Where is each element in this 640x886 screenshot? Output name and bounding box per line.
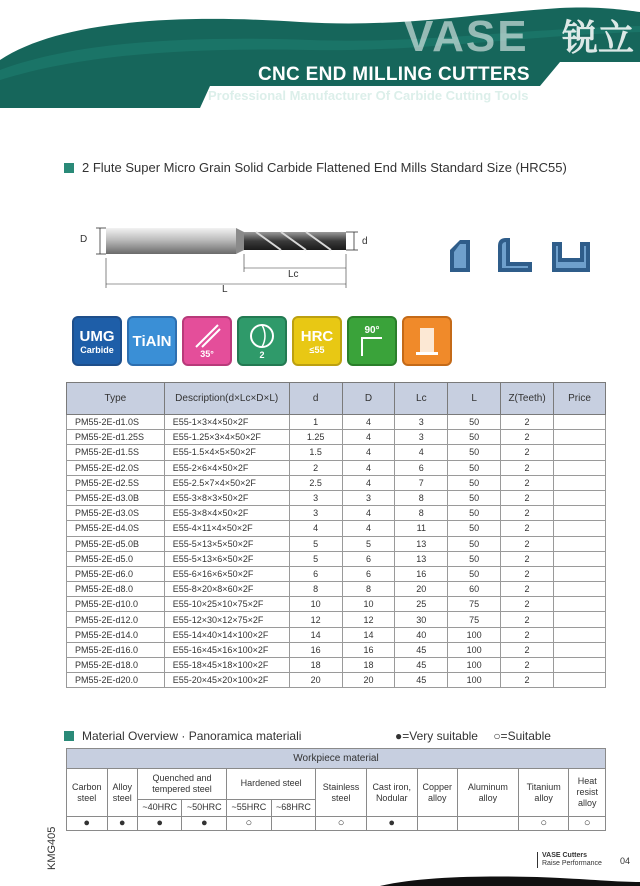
table-cell: 2 bbox=[501, 612, 554, 627]
table-row bbox=[67, 597, 606, 612]
table-cell: 1.25 bbox=[289, 430, 342, 445]
table-cell: PM55-2E-d8.0 bbox=[67, 582, 165, 597]
mat-q-50hrc: ~50HRC bbox=[182, 799, 227, 816]
table-cell: 3 bbox=[342, 490, 395, 505]
table-cell: E55-18×45×18×100×2F bbox=[164, 658, 289, 673]
table-row bbox=[67, 415, 606, 430]
footer-wave bbox=[0, 862, 640, 886]
table-cell: 2 bbox=[501, 536, 554, 551]
material-title bbox=[64, 729, 301, 743]
table-cell: PM55-2E-d18.0 bbox=[67, 658, 165, 673]
table-row bbox=[67, 445, 606, 460]
table-cell: PM55-2E-d12.0 bbox=[67, 612, 165, 627]
hrc-label: HRC bbox=[300, 327, 334, 345]
legend-suitable: ○=Suitable bbox=[493, 729, 551, 743]
table-cell: 2 bbox=[501, 430, 554, 445]
table-cell: 11 bbox=[395, 521, 448, 536]
table-cell: 5 bbox=[289, 551, 342, 566]
col-type: Type bbox=[67, 383, 165, 415]
table-cell: PM55-2E-d14.0 bbox=[67, 627, 165, 642]
table-cell: PM55-2E-d2.5S bbox=[67, 475, 165, 490]
mat-h-68hrc: ~68HRC bbox=[271, 799, 316, 816]
dim-label-Lc: Lc bbox=[288, 269, 299, 280]
table-row bbox=[67, 627, 606, 642]
table-cell: 6 bbox=[342, 551, 395, 566]
table-cell: PM55-2E-d6.0 bbox=[67, 566, 165, 581]
table-cell: 10 bbox=[289, 597, 342, 612]
table-cell: 2.5 bbox=[289, 475, 342, 490]
table-cell: E55-2.5×7×4×50×2F bbox=[164, 475, 289, 490]
table-cell: 16 bbox=[289, 642, 342, 657]
col-d-small: d bbox=[289, 383, 342, 415]
table-cell: 10 bbox=[342, 597, 395, 612]
helix-angle-label: 35° bbox=[200, 349, 214, 359]
table-cell bbox=[554, 430, 606, 445]
footer-line2: Raise Performance bbox=[542, 860, 602, 867]
table-cell: 8 bbox=[395, 490, 448, 505]
table-cell: 2 bbox=[501, 475, 554, 490]
table-cell: 50 bbox=[448, 536, 501, 551]
flat-end-icon bbox=[402, 316, 452, 366]
table-cell: 3 bbox=[395, 415, 448, 430]
table-cell: 100 bbox=[448, 673, 501, 688]
table-cell: 8 bbox=[342, 582, 395, 597]
table-row bbox=[67, 673, 606, 688]
col-L: L bbox=[448, 383, 501, 415]
table-cell: 75 bbox=[448, 597, 501, 612]
table-cell: PM55-2E-d2.0S bbox=[67, 460, 165, 475]
table-cell: E55-1.5×4×5×50×2F bbox=[164, 445, 289, 460]
section-title bbox=[64, 160, 567, 175]
material-table bbox=[66, 748, 606, 831]
table-cell: 4 bbox=[395, 445, 448, 460]
hrc-value: ≤55 bbox=[309, 344, 325, 355]
table-cell: 1.5 bbox=[289, 445, 342, 460]
table-row bbox=[67, 460, 606, 475]
table-cell: 20 bbox=[342, 673, 395, 688]
table-cell: PM55-2E-d20.0 bbox=[67, 673, 165, 688]
table-cell: E55-6×16×6×50×2F bbox=[164, 566, 289, 581]
table-cell: 50 bbox=[448, 566, 501, 581]
mat-h-55hrc: ~55HRC bbox=[227, 799, 272, 816]
umg-label: UMG bbox=[79, 327, 115, 345]
suitability-symbol: ○ bbox=[227, 817, 272, 831]
table-cell: 20 bbox=[395, 582, 448, 597]
table-cell: PM55-2E-d3.0S bbox=[67, 506, 165, 521]
mat-copper-alloy: Copper alloy bbox=[417, 769, 458, 817]
table-cell: 12 bbox=[289, 612, 342, 627]
col-description: Description(d×Lc×D×L) bbox=[164, 383, 289, 415]
spec-table-body bbox=[67, 415, 606, 688]
table-cell bbox=[554, 490, 606, 505]
table-cell: 18 bbox=[289, 658, 342, 673]
table-cell: E55-5×13×6×50×2F bbox=[164, 551, 289, 566]
table-cell: 2 bbox=[501, 627, 554, 642]
table-cell: 2 bbox=[501, 673, 554, 688]
table-cell bbox=[554, 642, 606, 657]
spec-table-header bbox=[67, 383, 606, 415]
table-cell bbox=[554, 673, 606, 688]
table-cell: E55-20×45×20×100×2F bbox=[164, 673, 289, 688]
table-cell: 14 bbox=[289, 627, 342, 642]
table-cell bbox=[554, 658, 606, 673]
table-cell: 6 bbox=[289, 566, 342, 581]
mat-alloy-steel: Alloy steel bbox=[107, 769, 137, 817]
suitability-symbol: ● bbox=[67, 817, 108, 831]
suitability-symbol: ● bbox=[182, 817, 227, 831]
table-cell: 2 bbox=[501, 415, 554, 430]
tialn-coating-icon bbox=[127, 316, 177, 366]
col-price: Price bbox=[554, 383, 606, 415]
material-title-text: Material Overview · Panoramica materiali bbox=[82, 729, 302, 743]
table-cell: PM55-2E-d5.0B bbox=[67, 536, 165, 551]
table-cell: 3 bbox=[395, 430, 448, 445]
table-cell bbox=[554, 582, 606, 597]
table-cell: E55-12×30×12×75×2F bbox=[164, 612, 289, 627]
table-cell: E55-10×25×10×75×2F bbox=[164, 597, 289, 612]
table-row bbox=[67, 566, 606, 581]
page-header bbox=[0, 0, 640, 112]
helix-angle-icon bbox=[182, 316, 232, 366]
table-row bbox=[67, 430, 606, 445]
table-row bbox=[67, 551, 606, 566]
table-cell: 18 bbox=[342, 658, 395, 673]
table-cell bbox=[554, 536, 606, 551]
table-cell bbox=[554, 475, 606, 490]
table-row bbox=[67, 642, 606, 657]
suitability-symbol bbox=[271, 817, 316, 831]
table-row bbox=[67, 536, 606, 551]
angle-90-icon bbox=[347, 316, 397, 366]
table-cell: 2 bbox=[501, 445, 554, 460]
table-cell: E55-1.25×3×4×50×2F bbox=[164, 430, 289, 445]
mat-cast-iron: Cast iron, Nodular bbox=[366, 769, 417, 817]
table-cell: 8 bbox=[395, 506, 448, 521]
section-title-text: 2 Flute Super Micro Grain Solid Carbide Flattened End Mills Standard Size (HRC55) bbox=[82, 160, 567, 175]
table-cell: 3 bbox=[289, 490, 342, 505]
table-cell: 16 bbox=[395, 566, 448, 581]
table-row bbox=[67, 490, 606, 505]
kmg-code: KMG405 bbox=[46, 826, 58, 870]
suitability-symbol bbox=[458, 817, 519, 831]
table-cell: 13 bbox=[395, 536, 448, 551]
table-cell: PM55-2E-d1.25S bbox=[67, 430, 165, 445]
table-cell: PM55-2E-d1.0S bbox=[67, 415, 165, 430]
brand-logo-cn: 锐立 bbox=[562, 18, 635, 59]
table-cell: 50 bbox=[448, 551, 501, 566]
table-cell: 50 bbox=[448, 445, 501, 460]
table-cell: 13 bbox=[395, 551, 448, 566]
table-cell bbox=[554, 597, 606, 612]
table-row bbox=[67, 521, 606, 536]
material-legend bbox=[395, 729, 551, 743]
header-title: CNC END MILLING CUTTERS bbox=[258, 64, 530, 85]
table-cell: 40 bbox=[395, 627, 448, 642]
table-cell: E55-16×45×16×100×2F bbox=[164, 642, 289, 657]
mat-aluminum-alloy: Aluminum alloy bbox=[458, 769, 519, 817]
page-number: 04 bbox=[620, 856, 631, 866]
table-row bbox=[67, 612, 606, 627]
table-cell: E55-3×8×3×50×2F bbox=[164, 490, 289, 505]
suitability-symbol bbox=[417, 817, 458, 831]
table-cell: 4 bbox=[342, 521, 395, 536]
table-cell: 2 bbox=[501, 642, 554, 657]
table-cell bbox=[554, 521, 606, 536]
suitability-symbol: ● bbox=[137, 817, 182, 831]
table-cell: 14 bbox=[342, 627, 395, 642]
table-cell: 45 bbox=[395, 642, 448, 657]
section-marker-icon bbox=[64, 163, 74, 173]
table-row bbox=[67, 506, 606, 521]
table-cell: 50 bbox=[448, 415, 501, 430]
table-cell: 50 bbox=[448, 430, 501, 445]
table-cell: 4 bbox=[342, 415, 395, 430]
table-cell: 2 bbox=[501, 551, 554, 566]
material-suitability-row bbox=[67, 817, 606, 831]
table-cell: 50 bbox=[448, 475, 501, 490]
table-cell: 2 bbox=[501, 597, 554, 612]
col-teeth: Z(Teeth) bbox=[501, 383, 554, 415]
footer-line1: VASE Cutters bbox=[542, 852, 587, 859]
dim-label-L: L bbox=[222, 284, 228, 295]
flute-profile-shapes bbox=[446, 232, 606, 280]
material-marker-icon bbox=[64, 731, 74, 741]
suitability-symbol: ○ bbox=[518, 817, 569, 831]
table-cell: 100 bbox=[448, 642, 501, 657]
table-row bbox=[67, 582, 606, 597]
table-cell: 1 bbox=[289, 415, 342, 430]
table-cell: 16 bbox=[342, 642, 395, 657]
table-cell: 2 bbox=[501, 490, 554, 505]
table-cell: 4 bbox=[342, 430, 395, 445]
table-cell: E55-14×40×14×100×2F bbox=[164, 627, 289, 642]
table-cell: 4 bbox=[289, 521, 342, 536]
mat-stainless-steel: Stainless steel bbox=[316, 769, 367, 817]
table-cell: 2 bbox=[501, 582, 554, 597]
table-cell bbox=[554, 460, 606, 475]
table-cell: 45 bbox=[395, 658, 448, 673]
dim-label-d: d bbox=[362, 236, 368, 247]
mat-hardened-steel: Hardened steel bbox=[227, 769, 316, 800]
dim-label-D: D bbox=[80, 234, 88, 245]
table-cell: 3 bbox=[289, 506, 342, 521]
col-Lc: Lc bbox=[395, 383, 448, 415]
suitability-symbol: ● bbox=[107, 817, 137, 831]
table-cell: 2 bbox=[289, 460, 342, 475]
table-cell: 4 bbox=[342, 506, 395, 521]
table-cell: 4 bbox=[342, 475, 395, 490]
legend-very-suitable: ●=Very suitable bbox=[395, 729, 478, 743]
table-cell: 6 bbox=[395, 460, 448, 475]
table-cell: E55-3×8×4×50×2F bbox=[164, 506, 289, 521]
table-cell bbox=[554, 627, 606, 642]
table-cell: 2 bbox=[501, 521, 554, 536]
table-row bbox=[67, 475, 606, 490]
table-cell: 50 bbox=[448, 460, 501, 475]
spec-table bbox=[66, 382, 606, 688]
hrc-icon bbox=[292, 316, 342, 366]
angle-90-label: 90° bbox=[364, 324, 380, 336]
suitability-symbol: ○ bbox=[569, 817, 606, 831]
table-cell bbox=[554, 415, 606, 430]
table-cell: PM55-2E-d1.5S bbox=[67, 445, 165, 460]
table-cell: 45 bbox=[395, 673, 448, 688]
mat-carbon-steel: Carbon steel bbox=[67, 769, 108, 817]
flute-count-label: 2 bbox=[259, 350, 265, 360]
header-subtitle: Professional Manufacturer Of Carbide Cutting Tools bbox=[208, 88, 529, 103]
table-cell: PM55-2E-d10.0 bbox=[67, 597, 165, 612]
workpiece-material-header: Workpiece material bbox=[67, 749, 606, 769]
table-cell: PM55-2E-d16.0 bbox=[67, 642, 165, 657]
umg-carbide-icon bbox=[72, 316, 122, 366]
table-cell: PM55-2E-d3.0B bbox=[67, 490, 165, 505]
table-cell bbox=[554, 612, 606, 627]
table-cell bbox=[554, 506, 606, 521]
table-cell: 8 bbox=[289, 582, 342, 597]
mat-q-40hrc: ~40HRC bbox=[137, 799, 182, 816]
table-cell bbox=[554, 445, 606, 460]
table-cell: 12 bbox=[342, 612, 395, 627]
mat-heat-resist-alloy: Heat resist alloy bbox=[569, 769, 606, 817]
table-cell: E55-8×20×8×60×2F bbox=[164, 582, 289, 597]
col-D-large: D bbox=[342, 383, 395, 415]
carbide-label: Carbide bbox=[80, 344, 114, 355]
table-cell: 25 bbox=[395, 597, 448, 612]
table-cell: 50 bbox=[448, 490, 501, 505]
table-cell: 6 bbox=[342, 566, 395, 581]
tool-drawing bbox=[66, 210, 386, 300]
table-cell: 100 bbox=[448, 658, 501, 673]
table-cell: PM55-2E-d5.0 bbox=[67, 551, 165, 566]
mat-titanium-alloy: Titanium alloy bbox=[518, 769, 569, 817]
suitability-symbol: ● bbox=[366, 817, 417, 831]
table-cell: 7 bbox=[395, 475, 448, 490]
table-cell: 20 bbox=[289, 673, 342, 688]
suitability-symbol: ○ bbox=[316, 817, 367, 831]
table-cell: 2 bbox=[501, 506, 554, 521]
table-cell: 60 bbox=[448, 582, 501, 597]
table-cell: 2 bbox=[501, 658, 554, 673]
table-cell: 75 bbox=[448, 612, 501, 627]
table-row bbox=[67, 658, 606, 673]
tialn-label: TiAlN bbox=[132, 332, 172, 350]
table-cell: 50 bbox=[448, 506, 501, 521]
table-cell: 30 bbox=[395, 612, 448, 627]
flute-count-icon bbox=[237, 316, 287, 366]
table-cell: 5 bbox=[342, 536, 395, 551]
table-cell: E55-1×3×4×50×2F bbox=[164, 415, 289, 430]
brand-logo-en: VASE bbox=[404, 12, 529, 61]
table-cell: PM55-2E-d4.0S bbox=[67, 521, 165, 536]
table-cell: 2 bbox=[501, 566, 554, 581]
table-cell: 5 bbox=[289, 536, 342, 551]
table-cell: E55-2×6×4×50×2F bbox=[164, 460, 289, 475]
table-cell: E55-5×13×5×50×2F bbox=[164, 536, 289, 551]
table-cell: E55-4×11×4×50×2F bbox=[164, 521, 289, 536]
table-cell: 100 bbox=[448, 627, 501, 642]
mat-quenched-tempered: Quenched and tempered steel bbox=[137, 769, 226, 800]
table-cell: 2 bbox=[501, 460, 554, 475]
table-cell: 50 bbox=[448, 521, 501, 536]
table-cell bbox=[554, 566, 606, 581]
feature-icons bbox=[72, 316, 452, 366]
table-cell: 4 bbox=[342, 460, 395, 475]
table-cell bbox=[554, 551, 606, 566]
table-cell: 4 bbox=[342, 445, 395, 460]
